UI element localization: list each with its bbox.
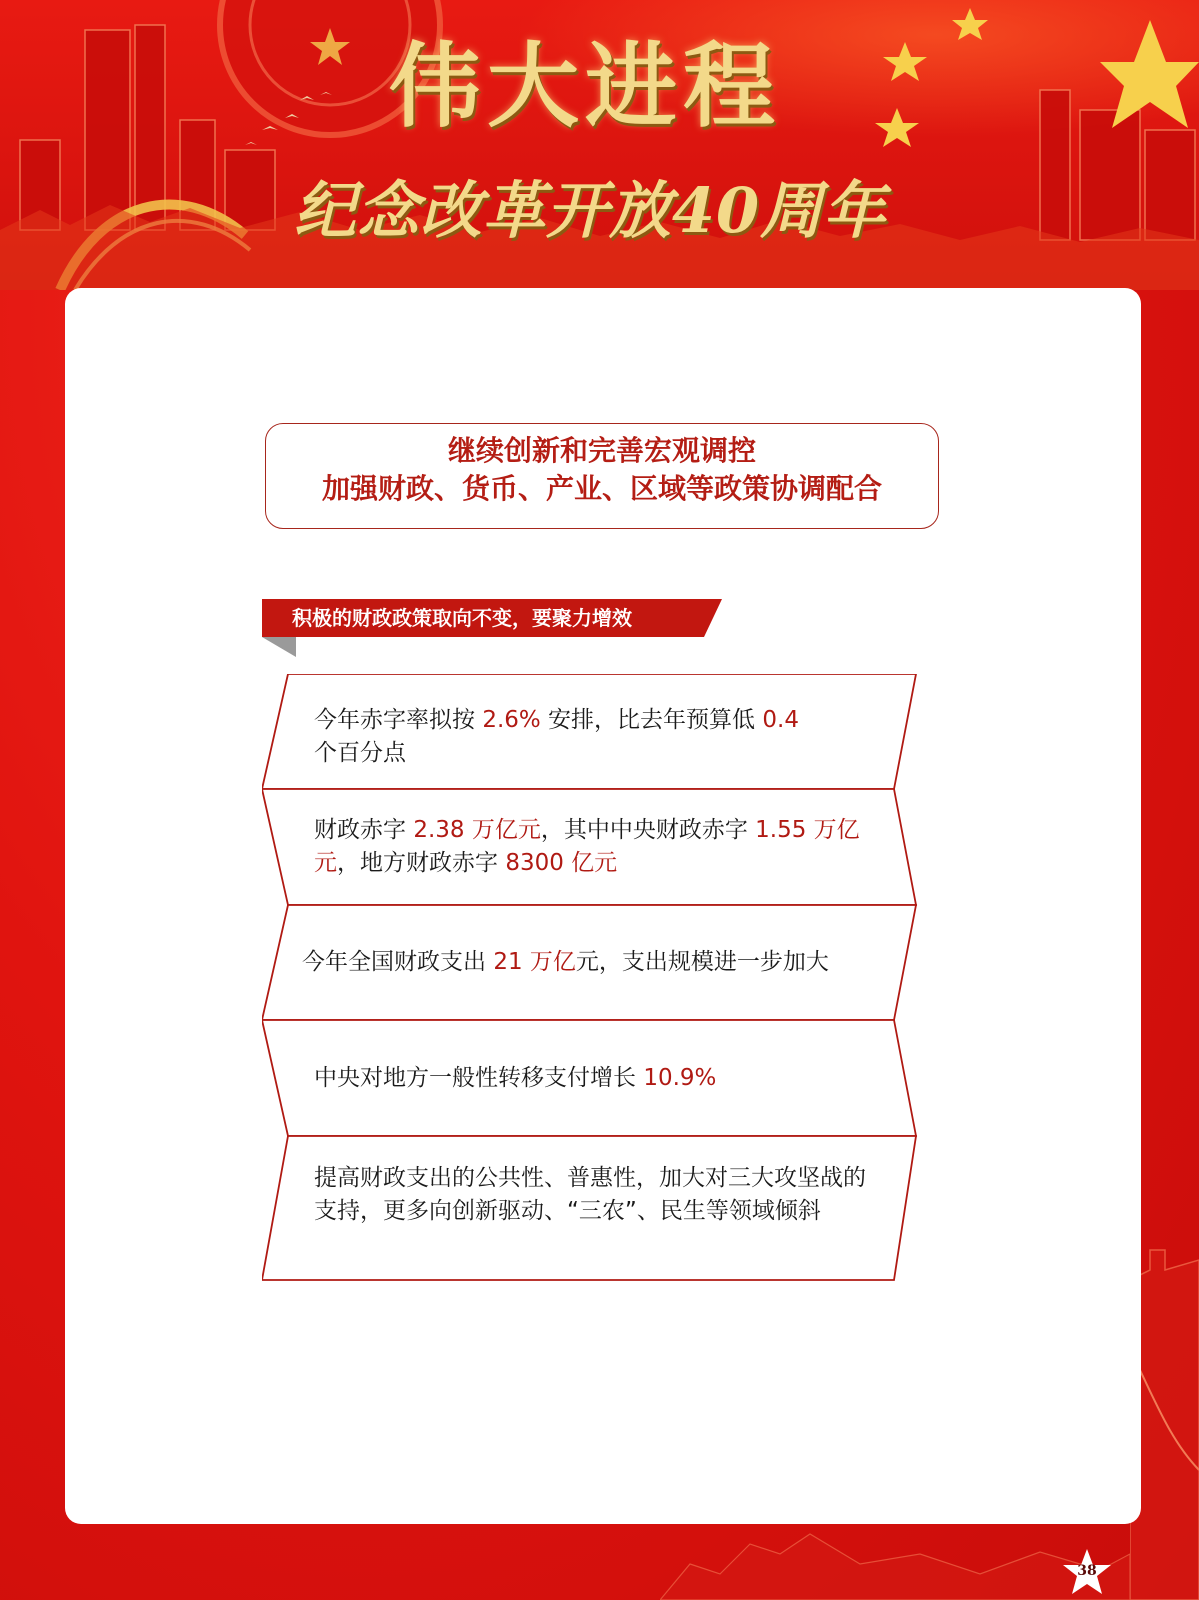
item-3-value-spending: 21 万亿 (493, 949, 576, 975)
headline-box (265, 423, 939, 529)
item-1-value-diff: 0.4 (762, 707, 799, 733)
list-item (302, 946, 902, 979)
item-2-text-middle: ，其中中央财政赤字 (540, 817, 756, 843)
item-2-value-total: 2.38 万亿元 (413, 817, 541, 843)
item-1-value-rate: 2.6% (482, 707, 541, 733)
item-2-text: 财政赤字 (314, 817, 414, 843)
page-number: 38 (1077, 1563, 1097, 1579)
list-item (314, 1062, 874, 1095)
headline-line-2: 加强财政、货币、产业、区域等政策协调配合 (321, 472, 882, 505)
section-tag-label: 积极的财政政策取向不变，要聚力增效 (292, 606, 632, 630)
item-1-text-middle: 安排，比去年预算低 (540, 707, 763, 733)
item-2-text-middle-2: ，地方财政赤字 (337, 850, 506, 876)
item-3-text-end: 元，支出规模进一步加大 (575, 949, 829, 975)
item-2-value-central: 1.55 万亿元 (314, 817, 860, 876)
header-banner (0, 0, 1199, 290)
item-5-text: 提高财政支出的公共性、普惠性，加大对三大攻坚战的支持，更多向创新驱动、“三农”、民生等领域倾斜 (314, 1165, 866, 1224)
banner-subtitle: 纪念改革开放40周年 (293, 174, 887, 247)
list-item (314, 704, 874, 770)
item-1-text-end: 个百分点 (314, 740, 406, 766)
bottom-wall-decoration (660, 1524, 1130, 1600)
item-4-text: 中央对地方一般性转移支付增长 (314, 1065, 644, 1091)
policy-list (262, 674, 922, 1286)
section-tag (262, 599, 722, 657)
item-3-text: 今年全国财政支出 (302, 949, 494, 975)
list-item (314, 1162, 874, 1228)
headline-line-1: 继续创新和完善宏观调控 (447, 434, 756, 467)
item-4-value-growth: 10.9% (643, 1065, 717, 1091)
list-item (314, 814, 874, 880)
item-2-value-local: 8300 亿元 (505, 850, 618, 876)
banner-title: 伟大进程 (388, 32, 781, 140)
item-1-text: 今年赤字率拟按 (314, 707, 483, 733)
